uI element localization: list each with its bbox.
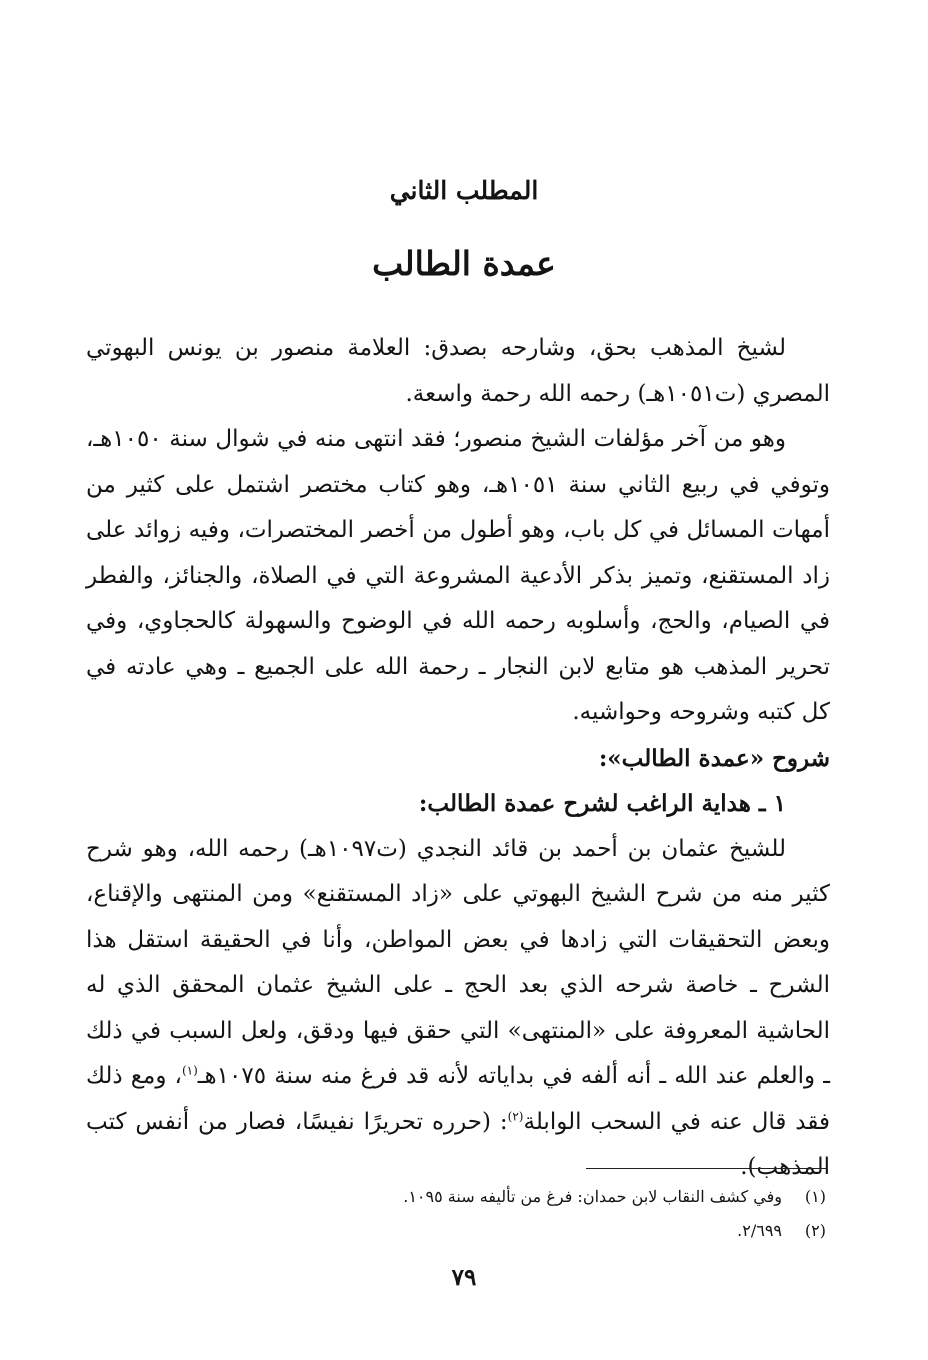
paragraph-author: لشيخ المذهب بحق، وشارحه بصدق: العلامة منصور بن يونس البهوتي المصري (ت١٠٥١هـ) رحمه الله رحمة واسعة. bbox=[86, 335, 830, 407]
footnote-ref[interactable]: (٢) bbox=[507, 1108, 524, 1123]
body-text bbox=[86, 326, 830, 1191]
footnote-marker: (٢) bbox=[804, 1221, 826, 1240]
commentary-text-part: ، ومع ذلك فقد قال عنه في السحب الوابلة bbox=[86, 1063, 830, 1135]
footnote-text: وفي كشف النقاب لابن حمدان: فرغ من تأليفه سنة ١٠٩٥. bbox=[403, 1187, 782, 1206]
commentary-text-part: : (حرره تحريرًا نفيسًا، فصار من أنفس كتب المذهب). bbox=[86, 1108, 830, 1180]
paragraph-commentary bbox=[86, 827, 830, 1191]
footnote-ref[interactable]: (١) bbox=[181, 1063, 198, 1078]
footnote-marker: (١) bbox=[804, 1187, 826, 1206]
footnote-text: ٢/٦٩٩. bbox=[737, 1221, 782, 1240]
commentaries-heading: شروح «عمدة الطالب»: bbox=[598, 744, 830, 772]
footnote bbox=[86, 1180, 826, 1214]
footnote-divider bbox=[586, 1168, 826, 1169]
paragraph-description: وهو من آخر مؤلفات الشيخ منصور؛ فقد انتهى منه في شوال سنة ١٠٥٠هـ، وتوفي في ربيع الثاني سنة ١٠٥١هـ، وهو كتاب مختصر اشتمل على كثير من أمهات المسائل في كل باب، وهو أطول من أخصر المختصرات، وفيه زوائد على زاد المستقنع، وتميز بذكر الأدعية المشروعة التي في الصلاة، والجنائز، والفطر في الصيام، والحج، وأسلوبه رحمه الله في الوضوح والسهولة كالحجاوي، وفي تحرير المذهب هو متابع لابن النجار ـ رحمة الله على الجميع ـ وهي عادته في كل كتبه وشروحه وحواشيه. bbox=[86, 426, 830, 725]
page-number: ٧٩ bbox=[451, 1264, 477, 1291]
footnote bbox=[86, 1214, 826, 1248]
commentary-item-heading: ١ ـ هداية الراغب لشرح عمدة الطالب: bbox=[418, 790, 786, 817]
commentary-text-part: للشيخ عثمان بن أحمد بن قائد النجدي (ت١٠٩٧هـ) رحمه الله، وهو شرح كثير منه من شرح الشيخ البهوتي على «زاد المستقنع» ومن المنتهى والإقناع، وبعض التحقيقات التي زادها في بعض المواطن، وأنا في الحقيقة استقل هذا الشرح ـ خاصة شرحه الذي بعد الحج ـ على الشيخ عثمان المحقق الذي له الحاشية المعروفة على «المنتهى» التي حقق فيها ودقق، ولعل السبب في ذلك ـ والعلم عند الله ـ أنه ألفه في بداياته لأنه قد فرغ منه سنة ١٠٧٥هـ bbox=[86, 835, 830, 1089]
footnotes bbox=[86, 1180, 826, 1248]
chapter-title: عمدة الطالب bbox=[372, 244, 556, 283]
section-heading: المطلب الثاني bbox=[389, 176, 539, 205]
